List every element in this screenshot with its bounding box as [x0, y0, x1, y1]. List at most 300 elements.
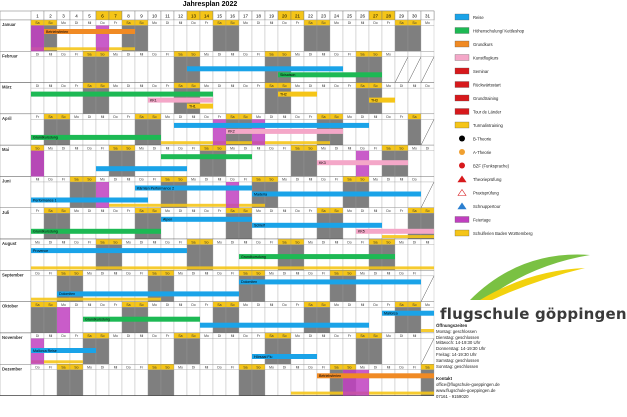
weekday-label: Mo	[269, 365, 274, 370]
weekday-label: Sa	[321, 115, 326, 120]
weekday-label: Sa	[269, 52, 274, 57]
day-cell	[278, 151, 291, 177]
day-cell	[44, 119, 57, 145]
weekday-label: So	[178, 177, 183, 182]
day-cell	[369, 307, 382, 333]
day-cell	[408, 151, 421, 177]
day-cell	[200, 276, 213, 302]
weekday-label: Mi	[74, 146, 79, 151]
weekday-label: Di	[308, 334, 313, 339]
weekday-label: So	[165, 365, 170, 370]
weekday-label: Di	[269, 115, 274, 120]
day-cell	[148, 26, 161, 52]
weekday-label: Mi	[425, 240, 430, 245]
day-cell	[31, 119, 44, 145]
weekday-label: Sa	[269, 334, 274, 339]
weekday-label: Fr	[74, 334, 79, 339]
weekday-label: Do	[113, 115, 118, 120]
day-cell	[382, 26, 395, 52]
event-bar	[161, 154, 252, 159]
weekday-label: Do	[243, 83, 248, 88]
weekday-label: So	[48, 302, 53, 307]
weekday-label: Di	[347, 21, 352, 26]
weekday-label: So	[412, 21, 417, 26]
day-cell	[395, 119, 408, 145]
day-cell	[226, 88, 239, 114]
weekday-label: Do	[61, 52, 66, 57]
weekday-label: Fr	[74, 83, 79, 88]
weekday-label: Mi	[139, 83, 144, 88]
hours-tuesday: Dienstag: geschlossen	[436, 334, 480, 340]
day-cell	[135, 370, 148, 396]
day-cell	[369, 26, 382, 52]
weekday-label: Fr	[230, 365, 235, 370]
day-cell	[239, 26, 252, 52]
day-cell	[70, 182, 83, 208]
event-bar	[31, 248, 187, 253]
day-cell	[200, 26, 213, 52]
weekday-label: Sa	[191, 240, 196, 245]
day-cell	[421, 151, 434, 177]
contact-website[interactable]: www.flugschule-goeppingen.de	[436, 387, 496, 393]
weekday-label: Sa	[139, 209, 144, 213]
legend-dot	[459, 136, 465, 142]
weekday-label: Sa	[178, 52, 183, 57]
day-cell	[148, 57, 161, 83]
weekday-label: Fr	[321, 365, 326, 370]
weekday-label: So	[74, 365, 79, 370]
day-number-label: 23	[320, 13, 327, 19]
weekday-label: Sa	[360, 52, 365, 57]
month-name: Januar	[2, 22, 16, 27]
weekday-label: Do	[243, 334, 248, 339]
weekday-label: Do	[412, 177, 417, 182]
day-cell	[174, 339, 187, 365]
weekday-label: Di	[386, 177, 391, 182]
weekday-label: Fr	[152, 177, 157, 182]
weekday-label: Do	[100, 21, 105, 26]
day-cell	[161, 276, 174, 302]
day-cell	[395, 88, 408, 114]
day-cell	[278, 307, 291, 333]
day-cell	[109, 339, 122, 365]
event-label: TH3	[371, 98, 378, 103]
contact-heading: Kontakt	[436, 376, 452, 382]
weekday-label: Fr	[360, 240, 365, 245]
weekday-label: Do	[295, 115, 300, 120]
weekday-label: Fr	[204, 302, 209, 307]
legend-label: Turmalintraining	[473, 123, 503, 128]
weekday-label: Sa	[347, 177, 352, 182]
event-bar	[252, 192, 421, 197]
day-cell	[174, 276, 187, 302]
contact-phone: 07161 - 9159020	[436, 393, 469, 399]
month-name: August	[2, 241, 17, 247]
day-cell	[343, 88, 356, 114]
weekday-label: Fr	[399, 115, 404, 120]
holiday-cell	[57, 307, 70, 333]
weekday-label: Sa	[217, 302, 222, 307]
weekday-label: Do	[61, 334, 66, 339]
weekday-label: Mi	[35, 177, 40, 182]
day-cell	[408, 339, 421, 365]
weekday-label: Mo	[61, 302, 66, 307]
weekday-label: Mi	[152, 240, 157, 245]
event-label: KK5	[358, 229, 365, 234]
weekday-label: Mo	[178, 271, 183, 276]
weekday-label: Do	[282, 302, 287, 307]
weekday-label: Mi	[282, 209, 287, 213]
day-cell	[304, 151, 317, 177]
event-bar	[356, 229, 434, 234]
legend-swatch	[455, 217, 469, 223]
weekday-label: Mo	[217, 240, 222, 245]
day-cell	[122, 213, 135, 239]
weekday-label: Mi	[321, 334, 326, 339]
day-cell	[213, 307, 226, 333]
weekday-label: Di	[282, 271, 287, 276]
contact-email[interactable]: office@flugschule-goeppingen.de	[436, 382, 500, 388]
weekday-label: Mi	[412, 83, 417, 88]
weekday-label: Mo	[152, 302, 157, 307]
day-cell	[148, 213, 161, 239]
weekday-label: Sa	[87, 52, 92, 57]
weekday-label: Mi	[113, 271, 118, 276]
school-holiday-bar	[31, 266, 434, 269]
day-number-label: 10	[151, 13, 158, 19]
weekday-label: Di	[217, 334, 222, 339]
hours-thursday: Donnerstag: 14-19:30 Uhr	[436, 346, 486, 352]
weekday-label: So	[334, 115, 339, 120]
weekday-label: Mo	[152, 21, 157, 26]
day-number-label: 27	[372, 13, 379, 19]
day-cell	[122, 370, 135, 396]
day-cell	[213, 276, 226, 302]
weekday-label: Do	[35, 271, 40, 276]
day-cell	[70, 213, 83, 239]
weekday-label: Fr	[295, 302, 300, 307]
weekday-label: Fr	[373, 146, 378, 151]
event-label: Provence	[33, 248, 49, 253]
event-bar	[239, 279, 421, 284]
weekday-label: Do	[126, 365, 131, 370]
event-label: Grundkursdung	[33, 135, 58, 140]
day-cell	[395, 26, 408, 52]
hours-friday: Freitag: 14-19:30 Uhr	[436, 351, 477, 357]
legend-triangle	[458, 176, 466, 182]
day-cell	[265, 339, 278, 365]
day-cell	[356, 57, 369, 83]
weekday-label: Sa	[373, 240, 378, 245]
weekday-label: Mo	[269, 271, 274, 276]
weekday-label: Mi	[178, 302, 183, 307]
weekday-label: So	[295, 240, 300, 245]
weekday-label: Mo	[191, 177, 196, 182]
weekday-label: Di	[126, 83, 131, 88]
day-number-label: 22	[307, 13, 314, 19]
weekday-label: Di	[152, 146, 157, 151]
day-cell	[252, 370, 265, 396]
weekday-label: Di	[373, 365, 378, 370]
day-number-label: 3	[62, 13, 65, 19]
weekday-label: So	[217, 146, 222, 151]
weekday-label: Sa	[35, 21, 40, 26]
weekday-label: Di	[321, 240, 326, 245]
weekday-label: So	[191, 83, 196, 88]
weekday-label: Sa	[61, 365, 66, 370]
weekday-label: Sa	[282, 240, 287, 245]
day-cell	[148, 339, 161, 365]
day-cell	[44, 182, 57, 208]
day-cell	[343, 339, 356, 365]
day-number-label: 18	[255, 13, 262, 19]
weekday-label: Fr	[191, 146, 196, 151]
weekday-label: Mo	[243, 302, 248, 307]
weekday-label: Do	[87, 146, 92, 151]
weekday-label: Mo	[386, 334, 391, 339]
weekday-label: Do	[74, 240, 79, 245]
weekday-label: Mo	[282, 177, 287, 182]
weekday-label: Do	[256, 240, 261, 245]
logo-swoosh-green	[470, 255, 590, 300]
weekday-label: Do	[230, 177, 235, 182]
school-holiday-bar	[382, 235, 434, 238]
day-number-label: 21	[294, 13, 301, 19]
day-number-label: 1	[36, 13, 39, 19]
weekday-label: Mo	[373, 177, 378, 182]
weekday-label: Fr	[35, 115, 40, 120]
weekday-label: Do	[217, 365, 222, 370]
weekday-label: So	[100, 83, 105, 88]
weekday-label: Mi	[412, 334, 417, 339]
day-cell	[356, 339, 369, 365]
day-cell	[122, 151, 135, 177]
day-cell	[70, 370, 83, 396]
weekday-label: Sa	[100, 240, 105, 245]
weekday-label: Do	[399, 271, 404, 276]
day-number-label: 2	[49, 13, 52, 19]
weekday-label: Fr	[113, 302, 118, 307]
weekday-label: Sa	[243, 271, 248, 276]
weekday-label: Di	[126, 334, 131, 339]
day-cell	[291, 26, 304, 52]
day-cell	[96, 370, 109, 396]
weekday-label: Fr	[399, 209, 404, 213]
day-cell	[96, 151, 109, 177]
legend-label: Seminar	[473, 69, 489, 74]
day-cell	[161, 339, 174, 365]
day-cell	[31, 307, 44, 333]
weekday-label: Di	[373, 271, 378, 276]
weekday-label: Fr	[230, 271, 235, 276]
weekday-label: So	[100, 334, 105, 339]
weekday-label: Sa	[321, 209, 326, 213]
event-label: Dolomiten	[241, 280, 258, 285]
weekday-label: Di	[35, 334, 40, 339]
weekday-label: So	[191, 334, 196, 339]
event-label: Betriebsferien	[46, 29, 69, 34]
weekday-label: So	[61, 115, 66, 120]
event-label: Performance 1	[33, 198, 57, 203]
weekday-label: Do	[399, 365, 404, 370]
weekday-label: Mo	[399, 240, 404, 245]
weekday-label: Fr	[204, 21, 209, 26]
weekday-label: So	[165, 271, 170, 276]
weekday-label: Mo	[321, 146, 326, 151]
weekday-label: So	[334, 209, 339, 213]
weekday-label: Mo	[230, 146, 235, 151]
weekday-label: Sa	[152, 365, 157, 370]
weekday-label: Mo	[347, 115, 352, 120]
legend-triangle	[458, 190, 466, 196]
day-cell	[200, 307, 213, 333]
weekday-label: Fr	[74, 52, 79, 57]
day-cell	[44, 370, 57, 396]
weekday-label: Do	[321, 177, 326, 182]
weekday-label: Mi	[178, 21, 183, 26]
day-cell	[356, 26, 369, 52]
weekday-label: Mi	[61, 240, 66, 245]
weekday-label: So	[256, 365, 261, 370]
day-cell	[83, 213, 96, 239]
weekday-label: Sa	[412, 115, 417, 120]
weekday-label: Fr	[321, 271, 326, 276]
event-label: Grundkursdung	[241, 254, 266, 259]
weekday-label: Di	[360, 115, 365, 120]
day-cell	[122, 57, 135, 83]
event-label: Skisaison	[280, 73, 296, 78]
weekday-label: Di	[113, 177, 118, 182]
weekday-label: Fr	[269, 240, 274, 245]
day-cell	[239, 88, 252, 114]
day-cell	[265, 88, 278, 114]
day-cell	[252, 26, 265, 52]
weekday-label: Fr	[139, 365, 144, 370]
weekday-label: Mi	[360, 302, 365, 307]
legend-label: Feiertage	[473, 217, 491, 223]
weekday-label: Di	[269, 209, 274, 213]
event-label: Madeira	[254, 192, 267, 197]
day-cell	[31, 57, 44, 83]
weekday-label: Mi	[204, 271, 209, 276]
day-cell	[369, 339, 382, 365]
legend-label: Grundtraining	[473, 96, 499, 101]
day-cell	[96, 119, 109, 145]
day-number-label: 31	[424, 13, 431, 19]
day-cell	[200, 339, 213, 365]
weekday-label: Mi	[321, 52, 326, 57]
event-label: KK1	[150, 98, 157, 103]
day-cell	[265, 370, 278, 396]
day-cell	[57, 119, 70, 145]
day-cell	[317, 88, 330, 114]
weekday-label: So	[191, 52, 196, 57]
weekday-label: Mi	[321, 83, 326, 88]
day-cell	[161, 26, 174, 52]
weekday-label: Fr	[308, 209, 313, 213]
event-label: Betriebsferien	[319, 374, 342, 379]
weekday-label: Mo	[360, 365, 365, 370]
weekday-label: Di	[87, 115, 92, 120]
legend-label: Schulferien Baden Württemberg	[473, 231, 533, 236]
weekday-label: Mi	[126, 177, 131, 182]
day-cell	[83, 151, 96, 177]
weekday-label: Sa	[269, 83, 274, 88]
weekday-label: Mi	[204, 365, 209, 370]
legend-dot	[459, 163, 465, 169]
weekday-label: Mi	[191, 115, 196, 120]
weekday-label: Mi	[48, 52, 53, 57]
weekday-label: Mo	[256, 209, 261, 213]
day-number-label: 7	[114, 13, 117, 19]
weekday-label: Do	[334, 83, 339, 88]
day-cell	[174, 26, 187, 52]
weekday-label: Mo	[334, 21, 339, 26]
holiday-cell	[96, 182, 109, 208]
weekday-label: So	[48, 21, 53, 26]
weekday-label: Mi	[347, 146, 352, 151]
day-cell	[226, 339, 239, 365]
weekday-label: Fr	[217, 115, 222, 120]
weekday-label: Sa	[139, 115, 144, 120]
weekday-label: Do	[178, 146, 183, 151]
weekday-label: Mo	[295, 83, 300, 88]
event-label: KK2	[228, 129, 235, 134]
weekday-label: Sa	[308, 21, 313, 26]
weekday-label: Mo	[87, 365, 92, 370]
weekday-label: Fr	[48, 271, 53, 276]
month-name: Oktober	[2, 303, 19, 309]
weekday-label: Do	[217, 271, 222, 276]
weekday-label: Sa	[61, 271, 66, 276]
month-name: März	[2, 84, 12, 90]
event-label: Dolomiten	[59, 292, 76, 297]
weekday-label: Mo	[204, 83, 209, 88]
day-cell	[57, 57, 70, 83]
weekday-label: So	[243, 115, 248, 120]
legend-label: Kunstflugkurs	[473, 55, 499, 61]
day-cell	[213, 339, 226, 365]
day-number-label: 30	[411, 13, 418, 19]
weekday-label: Di	[74, 21, 79, 26]
weekday-label: Mo	[347, 209, 352, 213]
school-holiday-bar	[161, 141, 330, 144]
day-number-label: 15	[216, 13, 223, 19]
event-bar	[317, 160, 408, 165]
weekday-label: Do	[425, 83, 430, 88]
weekday-label: Di	[191, 365, 196, 370]
weekday-label: Di	[256, 302, 261, 307]
weekday-label: So	[308, 146, 313, 151]
weekday-label: Di	[165, 21, 170, 26]
day-cell	[226, 370, 239, 396]
weekday-label: Mi	[334, 240, 339, 245]
weekday-cell	[421, 333, 434, 339]
day-cell	[213, 26, 226, 52]
weekday-label: Mo	[386, 52, 391, 57]
weekday-label: Di	[282, 365, 287, 370]
weekday-label: Fr	[282, 146, 287, 151]
weekday-label: Fr	[334, 177, 339, 182]
weekday-label: So	[399, 146, 404, 151]
day-cell	[187, 276, 200, 302]
day-cell	[174, 370, 187, 396]
day-cell	[174, 57, 187, 83]
weekday-label: Mi	[295, 365, 300, 370]
weekday-label: Do	[308, 365, 313, 370]
day-cell	[239, 370, 252, 396]
weekday-label: Sa	[295, 146, 300, 151]
